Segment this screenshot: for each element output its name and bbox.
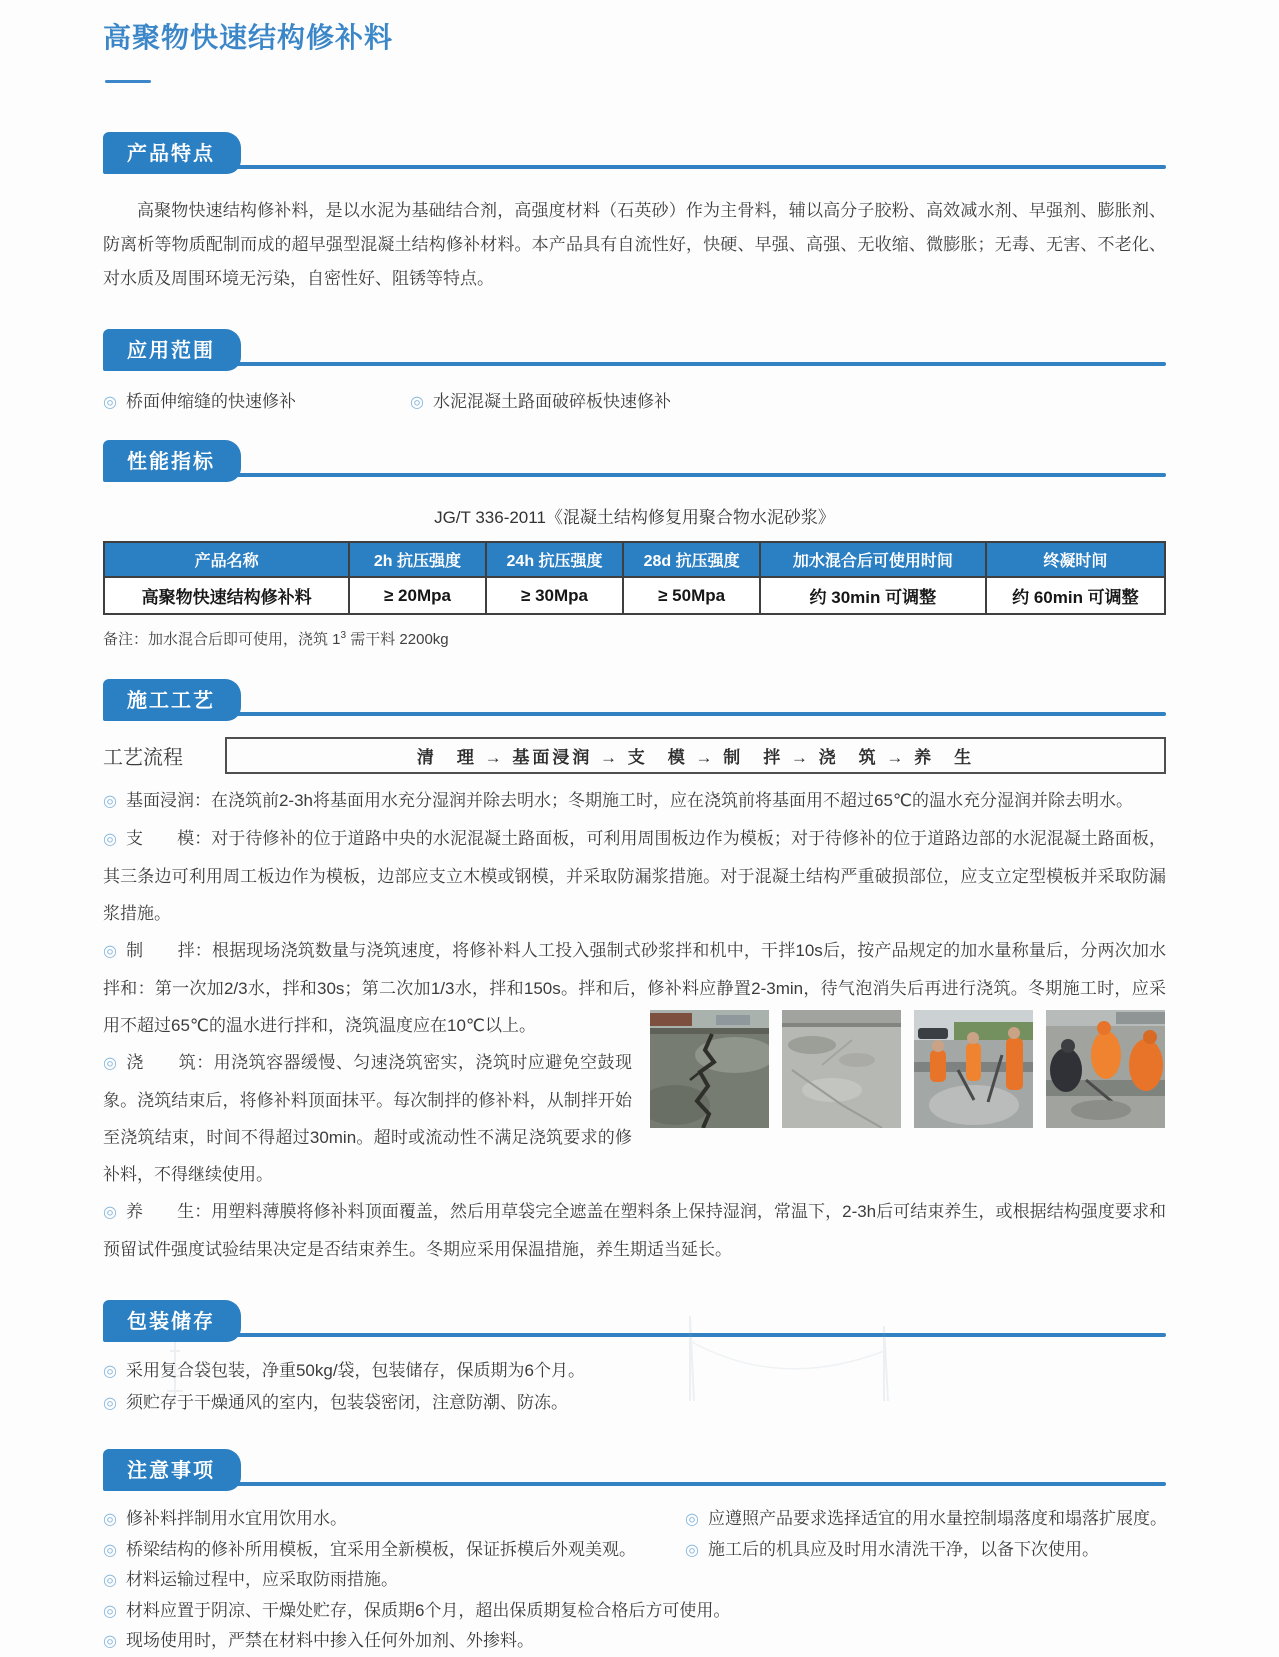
- step-label: 基面浸润：: [125, 791, 211, 810]
- precaution-item: [103, 1596, 1166, 1627]
- section-heading-features: [103, 132, 1166, 169]
- step-label: 制 拌：: [126, 941, 212, 960]
- bullseye-bullet-icon: ◎: [410, 394, 424, 411]
- precaution-item: [685, 1504, 1167, 1535]
- remark-text: 备注：加水混合后即可使用，浇筑 1: [103, 631, 341, 648]
- bullseye-bullet-icon: ◎: [103, 943, 118, 960]
- title-underline: [105, 80, 151, 83]
- step-text: 根据现场浇筑数量与浇筑速度，将修补料人工投入强制式砂浆拌和机中，干拌10s后，按产品规定的加水量称量后，分两次加水拌和：第一次加2/3水，拌和30s；第二次加1/3水，拌和150s。拌和后，修补料应静置2-3min，待气泡消失后再进行浇筑。冬期施工时，应采用不超过65℃的温水进行拌和，浇筑温度应在10℃以上。: [103, 941, 1166, 1035]
- precaution-item: [103, 1626, 1166, 1657]
- construction-photo-strip: [650, 1010, 1166, 1128]
- section-heading-packaging: [103, 1300, 1166, 1337]
- section-packaging: [103, 1300, 1166, 1419]
- section-tab-features: 产品特点: [103, 132, 241, 174]
- section-tab-performance: 性能指标: [103, 440, 241, 482]
- bullseye-bullet-icon: ◎: [103, 1633, 117, 1650]
- precaution-right-column: [685, 1504, 1167, 1565]
- section-performance: [103, 440, 1166, 649]
- bullseye-bullet-icon: ◎: [103, 831, 118, 848]
- heading-rule: [103, 165, 1166, 169]
- construction-step-soak: [103, 782, 1166, 820]
- process-flow-box: 清 理 → 基面浸润 → 支 模 → 制 拌 → 浇 筑 → 养 生: [225, 737, 1166, 774]
- heading-rule: [103, 712, 1166, 716]
- precaution-item: [103, 1565, 1166, 1596]
- bullseye-bullet-icon: ◎: [103, 793, 117, 810]
- section-features: [103, 132, 1166, 296]
- standard-caption: JG/T 336-2011《混凝土结构修复用聚合物水泥砂浆》: [434, 508, 835, 527]
- step-text: 在浇筑前2-3h将基面用水充分湿润并除去明水；冬期施工时，应在浇筑前将基面用不超过65℃的温水充分湿润并除去明水。: [210, 791, 1133, 810]
- col-header-final-set: 终凝时间: [986, 542, 1165, 577]
- application-items: [103, 387, 1166, 412]
- col-header-24h-strength: 24h 抗压强度: [486, 542, 624, 577]
- bullseye-bullet-icon: ◎: [103, 1572, 117, 1589]
- bullseye-bullet-icon: ◎: [103, 1395, 117, 1412]
- photo-spalled-concrete: [782, 1010, 901, 1128]
- packaging-items: [103, 1355, 1166, 1419]
- construction-steps: [103, 782, 1166, 1268]
- step-text: 对于待修补的位于道路中央的水泥混凝土路面板，可利用周围板边作为模板；对于待修补的位于道路边部的水泥混凝土路面板，其三条边可利用周工板边作为模板，边部应支立木模或钢模，并采取防漏浆措施。对于混凝土结构严重破损部位，应支立定型模板并采取防漏浆措施。: [103, 829, 1166, 923]
- application-item: [410, 387, 671, 412]
- precaution-item-text: 材料应置于阴凉、干燥处贮存，保质期6个月，超出保质期复检合格后方可使用。: [125, 1600, 731, 1620]
- precaution-item-text: 施工后的机具应及时用水清洗干净，以备下次使用。: [707, 1539, 1099, 1559]
- cell-product-name: 高聚物快速结构修补料: [104, 577, 349, 614]
- bullseye-bullet-icon: ◎: [103, 1363, 117, 1380]
- construction-step-curing: [103, 1193, 1166, 1268]
- bullseye-bullet-icon: ◎: [103, 1602, 117, 1620]
- cell-usable-time: 约 30min 可调整: [760, 577, 986, 614]
- table-header-row: [104, 542, 1165, 577]
- bullseye-bullet-icon: ◎: [685, 1511, 699, 1528]
- col-header-usable-time: 加水混合后可使用时间: [760, 542, 986, 577]
- photo-workers-repairing-road: [914, 1010, 1033, 1128]
- heading-rule: [103, 1482, 1166, 1486]
- section-tab-precautions: 注意事项: [103, 1449, 241, 1491]
- cell-2h-strength: ≥ 20Mpa: [349, 577, 486, 614]
- section-tab-packaging: 包装储存: [103, 1300, 241, 1342]
- packaging-item-text: 须贮存于干燥通风的室内，包装袋密闭，注意防潮、防冻。: [125, 1393, 568, 1412]
- page-title: 高聚物快速结构修补料: [103, 22, 394, 53]
- application-item: [103, 387, 410, 412]
- section-application: [103, 329, 1166, 412]
- construction-step-formwork: [103, 820, 1166, 932]
- step-label: 浇 筑：: [126, 1053, 214, 1072]
- remark-text: 需干料 2200kg: [346, 631, 449, 648]
- packaging-item: [103, 1355, 1166, 1387]
- process-flow-label: 工艺流程: [103, 747, 183, 769]
- col-header-28d-strength: 28d 抗压强度: [623, 542, 760, 577]
- application-item-label: 水泥混凝土路面破碎板快速修补: [432, 392, 671, 411]
- section-heading-application: [103, 329, 1166, 366]
- section-heading-construction: [103, 679, 1166, 716]
- heading-rule: [103, 473, 1166, 477]
- col-header-2h-strength: 2h 抗压强度: [349, 542, 486, 577]
- col-header-product-name: 产品名称: [104, 542, 349, 577]
- step-label: 养 生：: [126, 1202, 212, 1221]
- section-heading-performance: [103, 440, 1166, 477]
- performance-table: [103, 541, 1166, 615]
- bullseye-bullet-icon: ◎: [685, 1541, 699, 1559]
- table-remark: [103, 628, 1166, 649]
- section-precautions: [103, 1449, 1166, 1657]
- packaging-item-text: 采用复合袋包装，净重50kg/袋，包装储存，保质期为6个月。: [125, 1361, 586, 1380]
- section-construction: [103, 679, 1166, 1268]
- precaution-item-text: 修补料拌制用水宜用饮用水。: [125, 1509, 347, 1528]
- cell-24h-strength: ≥ 30Mpa: [486, 577, 624, 614]
- cell-final-set: 约 60min 可调整: [986, 577, 1165, 614]
- bullseye-bullet-icon: ◎: [103, 1055, 118, 1072]
- photo-repair-closeup: [1046, 1010, 1165, 1128]
- process-flow-row: [103, 737, 1166, 774]
- section-tab-construction: 施工工艺: [103, 679, 241, 721]
- step-label: 支 模：: [126, 829, 212, 848]
- application-item-label: 桥面伸缩缝的快速修补: [125, 392, 296, 411]
- bullseye-bullet-icon: ◎: [103, 394, 117, 411]
- precaution-item-text: 材料运输过程中，应采取防雨措施。: [125, 1570, 398, 1589]
- section-tab-application: 应用范围: [103, 329, 241, 371]
- step-text: 用塑料薄膜将修补料顶面覆盖，然后用草袋完全遮盖在塑料条上保持湿润，常温下，2-3h后可结束养生，或根据结构强度要求和预留试件强度试验结果决定是否结束养生。冬期应采用保温措施，养生期适当延长。: [103, 1202, 1166, 1259]
- precaution-item-text: 应遵照产品要求选择适宜的用水量控制塌落度和塌落扩展度。: [707, 1509, 1167, 1528]
- precaution-item: [685, 1535, 1167, 1566]
- packaging-item: [103, 1387, 1166, 1419]
- remark-superscript: 3: [340, 630, 347, 641]
- cell-28d-strength: ≥ 50Mpa: [623, 577, 760, 614]
- table-row: [104, 577, 1165, 614]
- photo-cracked-pavement: [650, 1010, 769, 1128]
- bullseye-bullet-icon: ◎: [103, 1511, 117, 1528]
- precaution-item-text: 现场使用时，严禁在材料中掺入任何外加剂、外掺料。: [125, 1631, 534, 1650]
- precaution-item-text: 桥梁结构的修补所用模板，宜采用全新模板，保证拆模后外观美观。: [125, 1539, 636, 1559]
- heading-rule: [103, 362, 1166, 366]
- step-text: 用浇筑容器缓慢、匀速浇筑密实，浇筑时应避免空鼓现象。浇筑结束后，将修补料顶面抹平。每次制拌的修补料，从制拌开始至浇筑结束，时间不得超过30min。超时或流动性不满足浇筑要求的修补料，不得继续使用。: [103, 1053, 633, 1184]
- heading-rule: [103, 1333, 1166, 1337]
- bullseye-bullet-icon: ◎: [103, 1541, 117, 1559]
- section-heading-precautions: [103, 1449, 1166, 1486]
- features-paragraph: 高聚物快速结构修补料，是以水泥为基础结合剂，高强度材料（石英砂）作为主骨料，辅以高分子胶粉、高效减水剂、早强剂、膨胀剂、防离析等物质配制而成的超早强型混凝土结构修补材料。本产品具有自流性好，快硬、早强、高强、无收缩、微膨胀；无毒、无害、不老化、对水质及周围环境无污染，自密性好、阻锈等特点。: [103, 201, 1166, 288]
- bullseye-bullet-icon: ◎: [103, 1204, 118, 1221]
- precaution-items: [103, 1504, 1166, 1657]
